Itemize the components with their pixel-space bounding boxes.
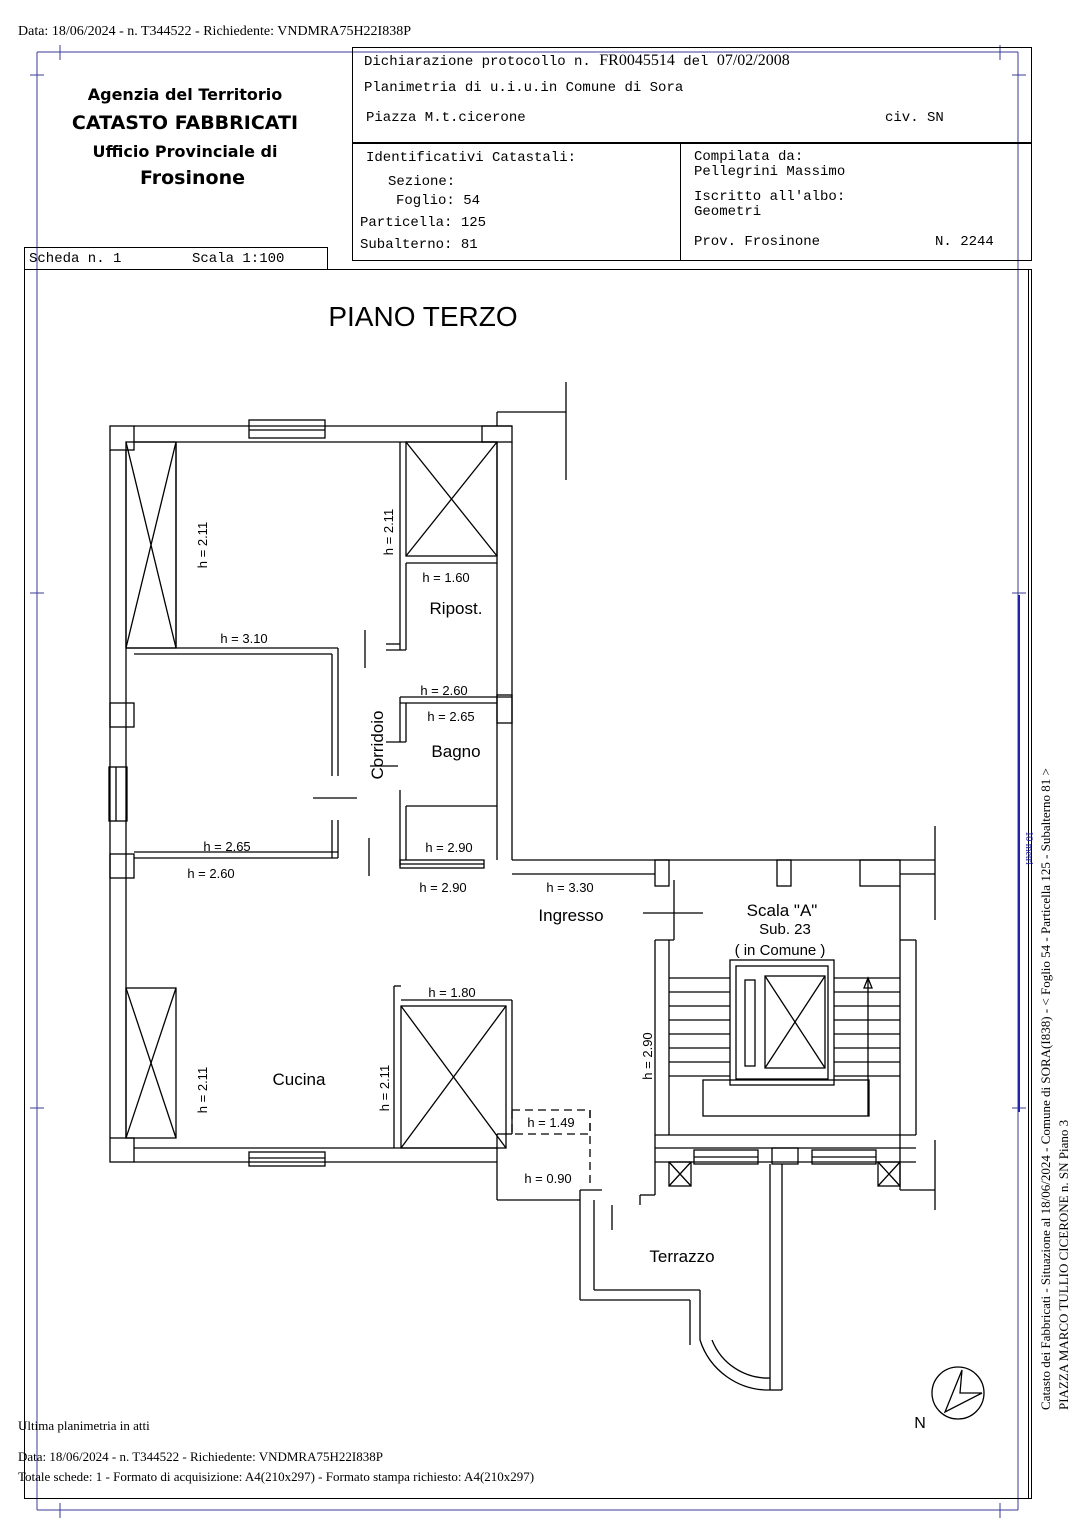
planimetria-line: Planimetria di u.i.u.in Comune di Sora bbox=[364, 80, 684, 96]
declaration-date: 07/02/2008 bbox=[716, 52, 790, 69]
declaration-prefix: Dichiarazione protocollo n. bbox=[364, 54, 591, 70]
ultima-planimetria: Ultima planimetria in atti bbox=[18, 1418, 150, 1433]
scheda-label: Scheda n. 1 bbox=[29, 251, 122, 267]
height-label: h = 2.65 bbox=[427, 709, 475, 724]
footer-totale: Totale schede: 1 - Formato di acquisizione: A4(210x297) - Formato stampa richiesto: A4(210x297) bbox=[18, 1469, 535, 1484]
room-scala: Scala "A" bbox=[746, 901, 818, 920]
compiled-number: N. 2244 bbox=[935, 234, 994, 250]
scheda-scale: Scala 1:100 bbox=[192, 251, 285, 267]
height-label: h = 2.60 bbox=[187, 866, 235, 881]
side-info-line1: Catasto dei Fabbricati - Situazione al 18/06/2024 - Comune di SORA(I838) - < Foglio 54 - Particella 125 - Subalterno 81 > bbox=[1038, 768, 1053, 1410]
room-sub: Sub. 23 bbox=[759, 921, 811, 938]
identifiers-foglio: Foglio: 54 bbox=[396, 193, 481, 209]
north-label: N bbox=[914, 1415, 926, 1432]
civ-line: civ. SN bbox=[885, 110, 944, 126]
identifiers-sezione: Sezione: bbox=[388, 174, 456, 190]
compiled-name: Pellegrini Massimo bbox=[694, 164, 846, 180]
room-ripost: Ripost. bbox=[429, 599, 483, 618]
height-label: h = 2.11 bbox=[195, 521, 210, 569]
room-cucina: Cucina bbox=[272, 1070, 326, 1089]
height-label: h = 2.65 bbox=[203, 839, 251, 854]
albo-label: Iscritto all'albo: bbox=[694, 189, 846, 205]
height-label: h = 2.90 bbox=[425, 840, 473, 855]
declaration-number: FR0045514 bbox=[599, 52, 675, 69]
height-label: h = 2.60 bbox=[420, 683, 468, 698]
room-corridoio: Corridoio bbox=[368, 710, 387, 780]
height-label: h = 3.10 bbox=[220, 631, 268, 646]
room-comune: ( in Comune ) bbox=[734, 942, 826, 959]
identifiers-particella: Particella: 125 bbox=[360, 215, 487, 231]
height-label: h = 1.80 bbox=[428, 985, 476, 1000]
scale-stamp: 10 metri bbox=[1023, 831, 1034, 865]
room-ingresso: Ingresso bbox=[538, 906, 604, 925]
height-label: h = 1.60 bbox=[422, 570, 470, 585]
plan-title: PIANO TERZO bbox=[328, 301, 518, 332]
declaration-del: del bbox=[683, 54, 709, 70]
side-info-line2: PIAZZA MARCO TULLIO CICERONE n. SN Piano 3 bbox=[1056, 1119, 1071, 1410]
height-label: h = 2.11 bbox=[195, 1066, 210, 1114]
height-label: h = 1.49 bbox=[527, 1115, 575, 1130]
agency-name: Agenzia del Territorio bbox=[87, 85, 283, 104]
compiled-label: Compilata da: bbox=[694, 149, 804, 165]
height-label: h = 2.90 bbox=[640, 1032, 655, 1080]
albo-value: Geometri bbox=[694, 204, 762, 220]
agency-province: Frosinone bbox=[139, 167, 245, 189]
height-label: h = 3.30 bbox=[546, 880, 594, 895]
height-label: h = 0.90 bbox=[524, 1171, 572, 1186]
top-info: Data: 18/06/2024 - n. T344522 - Richiedente: VNDMRA75H22I838P bbox=[18, 24, 412, 39]
identifiers-title: Identificativi Catastali: bbox=[366, 150, 577, 166]
height-label: h = 2.90 bbox=[419, 880, 467, 895]
agency-catasto: CATASTO FABBRICATI bbox=[71, 112, 299, 134]
height-label: h = 2.11 bbox=[381, 508, 396, 556]
identifiers-subalterno: Subalterno: 81 bbox=[360, 237, 478, 253]
height-label: h = 2.11 bbox=[377, 1064, 392, 1112]
room-bagno: Bagno bbox=[431, 742, 481, 761]
compiled-prov: Prov. Frosinone bbox=[694, 234, 821, 250]
agency-office: Ufficio Provinciale di bbox=[92, 142, 278, 161]
address-line: Piazza M.t.cicerone bbox=[366, 110, 526, 126]
footer-data: Data: 18/06/2024 - n. T344522 - Richiedente: VNDMRA75H22I838P bbox=[18, 1449, 383, 1464]
room-terrazzo: Terrazzo bbox=[649, 1247, 715, 1266]
